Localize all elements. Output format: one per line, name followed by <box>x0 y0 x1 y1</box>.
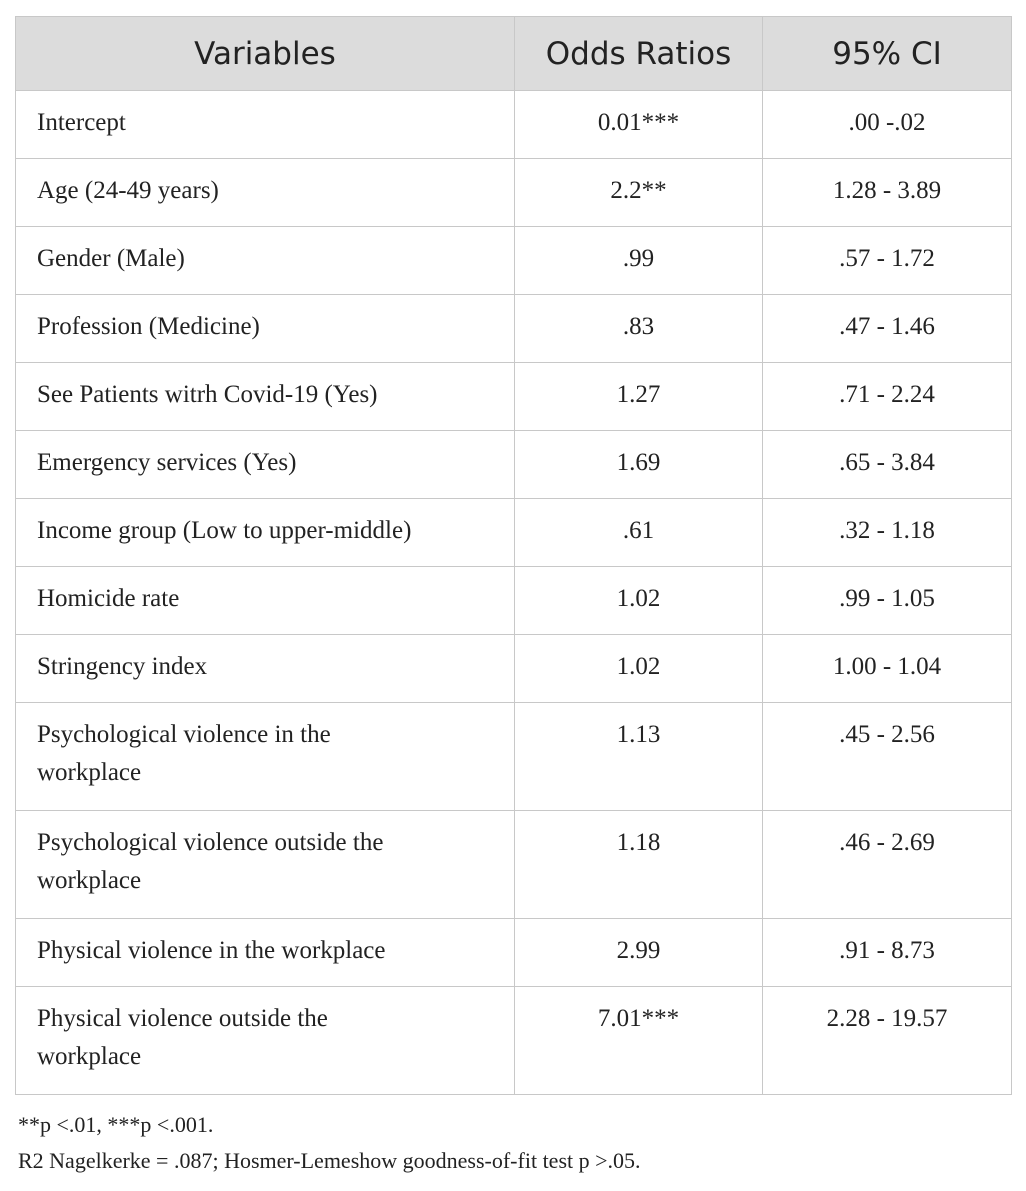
ci-cell: .32 - 1.18 <box>763 499 1012 567</box>
odds-ratio-cell: 1.18 <box>515 811 763 919</box>
significance-footnote: **p <.01, ***p <.001. <box>18 1112 214 1137</box>
header-95-ci: 95% CI <box>763 17 1012 91</box>
ci-cell: .46 - 2.69 <box>763 811 1012 919</box>
odds-ratio-cell: 1.69 <box>515 431 763 499</box>
variable-cell: Stringency index <box>16 635 515 703</box>
model-fit-footnote: R2 Nagelkerke = .087; Hosmer-Lemeshow goodness-of-fit test p >.05. <box>18 1148 641 1173</box>
ci-cell: 1.00 - 1.04 <box>763 635 1012 703</box>
table-header-row <box>16 17 1012 91</box>
ci-cell: .45 - 2.56 <box>763 703 1012 811</box>
odds-ratio-cell: 1.13 <box>515 703 763 811</box>
ci-cell: .99 - 1.05 <box>763 567 1012 635</box>
ci-cell: .47 - 1.46 <box>763 295 1012 363</box>
variable-cell: Income group (Low to upper-middle) <box>16 499 515 567</box>
table-row <box>16 363 1012 431</box>
table-row <box>16 295 1012 363</box>
variable-text: Psychological violence in the workplace <box>37 721 331 786</box>
variable-cell: Profession (Medicine) <box>16 295 515 363</box>
ci-cell: .00 -.02 <box>763 91 1012 159</box>
odds-ratio-cell: 7.01*** <box>515 987 763 1095</box>
variable-text: Physical violence outside the workplace <box>37 1005 328 1070</box>
table-row <box>16 703 1012 811</box>
variable-cell: See Patients witrh Covid-19 (Yes) <box>16 363 515 431</box>
odds-ratio-cell: 2.2** <box>515 159 763 227</box>
header-variables: Variables <box>16 17 515 91</box>
odds-ratio-cell: 1.27 <box>515 363 763 431</box>
table-row <box>16 159 1012 227</box>
odds-ratio-cell: .83 <box>515 295 763 363</box>
table-row <box>16 227 1012 295</box>
variable-cell: Homicide rate <box>16 567 515 635</box>
table-row <box>16 987 1012 1095</box>
ci-cell: .71 - 2.24 <box>763 363 1012 431</box>
variable-text: Psychological violence outside the workplace <box>37 829 384 894</box>
odds-ratio-cell: .61 <box>515 499 763 567</box>
table-row <box>16 919 1012 987</box>
ci-cell: .65 - 3.84 <box>763 431 1012 499</box>
odds-ratio-cell: 0.01*** <box>515 91 763 159</box>
table-row <box>16 91 1012 159</box>
ci-cell: .91 - 8.73 <box>763 919 1012 987</box>
header-odds-ratios: Odds Ratios <box>515 17 763 91</box>
variable-cell <box>16 703 515 811</box>
odds-ratio-cell: 2.99 <box>515 919 763 987</box>
table-row <box>16 811 1012 919</box>
variable-cell: Gender (Male) <box>16 227 515 295</box>
table-row <box>16 635 1012 703</box>
ci-cell: 1.28 - 3.89 <box>763 159 1012 227</box>
variable-cell <box>16 811 515 919</box>
variable-cell: Emergency services (Yes) <box>16 431 515 499</box>
odds-ratio-table <box>15 16 1012 1095</box>
table-row <box>16 499 1012 567</box>
ci-cell: .57 - 1.72 <box>763 227 1012 295</box>
variable-cell: Intercept <box>16 91 515 159</box>
odds-ratio-cell: .99 <box>515 227 763 295</box>
odds-ratio-cell: 1.02 <box>515 567 763 635</box>
table-row <box>16 431 1012 499</box>
ci-cell: 2.28 - 19.57 <box>763 987 1012 1095</box>
odds-ratio-cell: 1.02 <box>515 635 763 703</box>
variable-cell <box>16 987 515 1095</box>
variable-cell: Physical violence in the workplace <box>16 919 515 987</box>
variable-cell: Age (24-49 years) <box>16 159 515 227</box>
table-row <box>16 567 1012 635</box>
